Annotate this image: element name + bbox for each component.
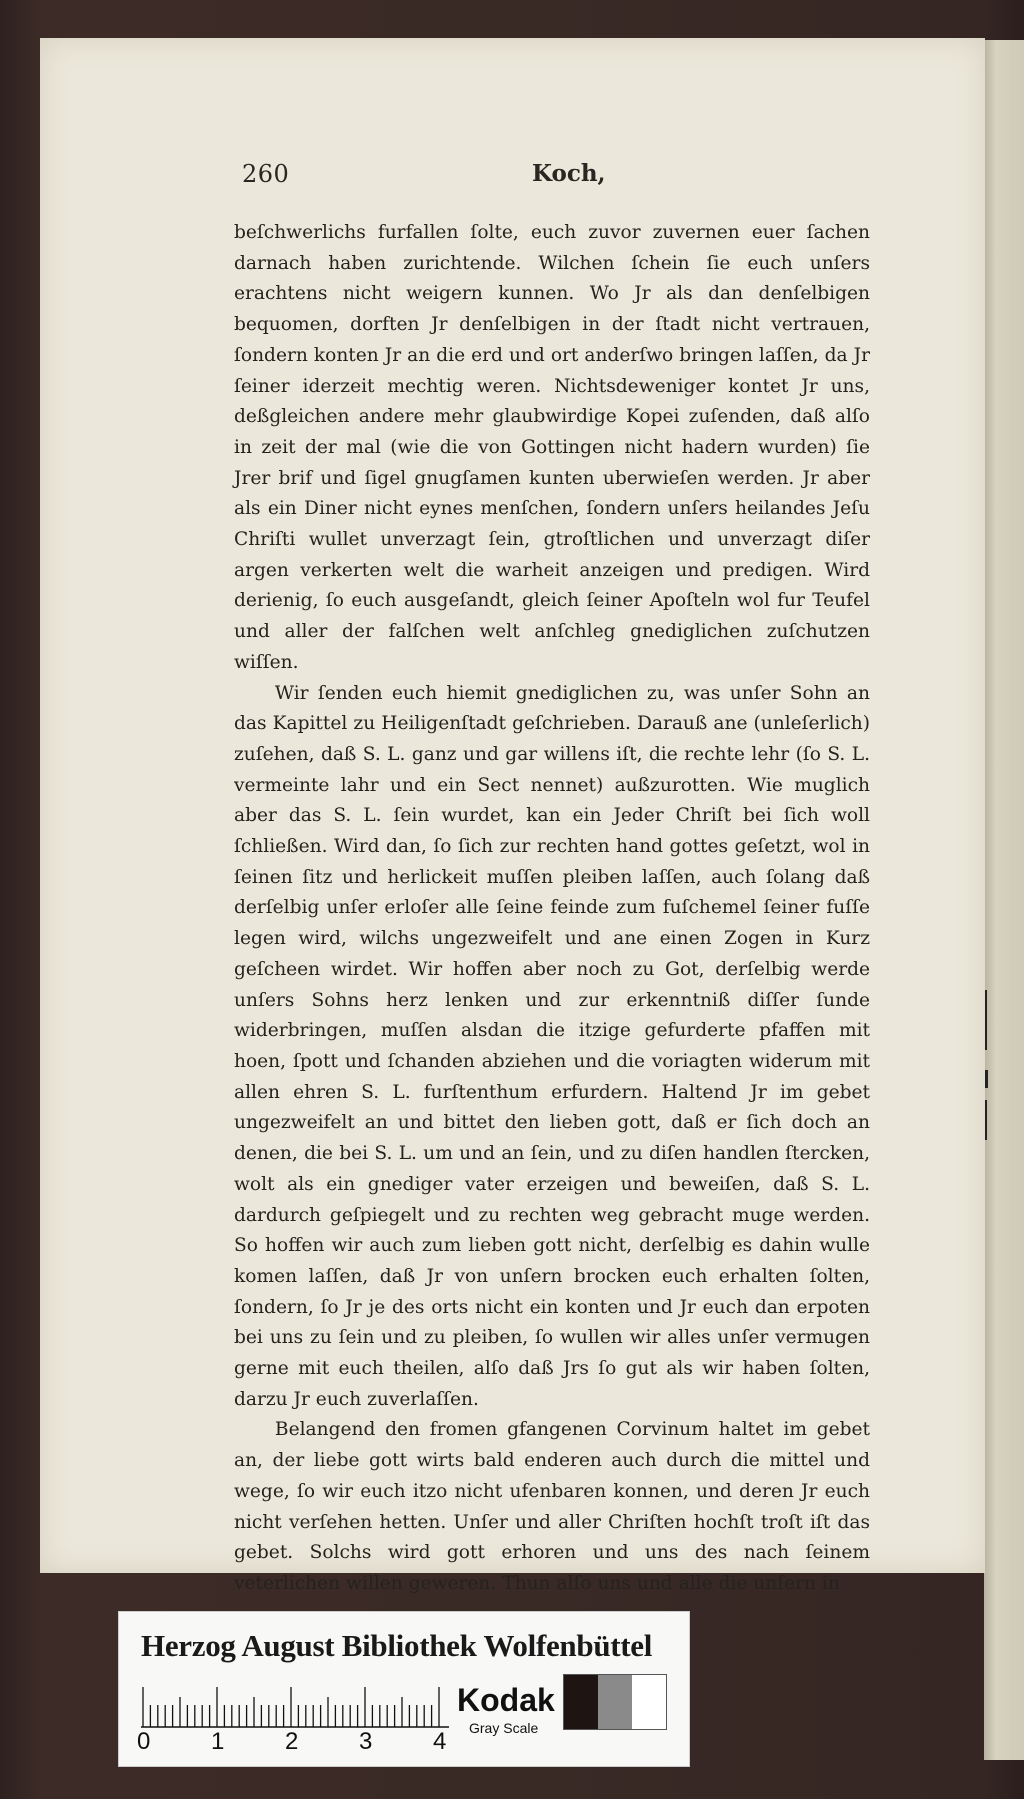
facing-page-edge (984, 40, 1024, 1760)
ruler-numbers (137, 1728, 477, 1760)
gray-patch-dark (564, 1675, 598, 1729)
library-name: Herzog August Bibliothek Wolfenbüttel (141, 1628, 653, 1663)
margin-mark (985, 1070, 988, 1088)
kodak-logo: Kodak (457, 1682, 555, 1718)
paragraph-3: Belangend den fromen gfangenen Corvinum haltet im gebet an, der liebe gott wirts bald enderen auch durch die mittel und wege, ſo wir euch itzo nicht ufenbaren konnen, und deren Jr euch nicht verſehen hetten. Unſer und aller Chriſten hochſt troſt iſt das gebet. Solchs wird gott erhoren und uns des nach ſeinem veterlichen willen geweren. Thun alſo uns und alle die unſern in (234, 1419, 870, 1594)
margin-mark (985, 1100, 987, 1140)
page-header (242, 160, 606, 196)
gray-scale-label: Gray Scale (469, 1720, 539, 1736)
paragraph-1: beſchwerlichs furfallen ſolte, euch zuvor zuvernen euer ſachen darnach haben zurichtende. Wilchen ſchein ſie euch unſers erachtens nicht weigern kunnen. Wo Jr als dan denſelbigen bequomen, dorften Jr denſelbigen in der ſtadt nicht vertrauen, ſondern konten Jr an die erd und ort anderſwo bringen laſſen, da Jr ſeiner iderzeit mechtig weren. Nichtsdeweniger kontet Jr uns, deßgleichen andere mehr glaubwirdige Kopei zuſenden, daß alſo in zeit der mal (wie die von Gottingen nicht hadern wurden) ſie Jrer brif und ſigel gnugſamen kunten uberwieſen werden. Jr aber als ein Diner nicht eynes menſchen, ſondern unſers heilandes Jeſu Chriſti wullet unverzagt ſein, gtroſtlichen und unverzagt diſer argen verkerten welt die warheit anzeigen und predigen. Wird derienig, ſo euch ausgeſandt, gleich ſeiner Apoſteln wol fur Teufel und aller der falſchen welt anſchleg gnediglichen zuſchutzen wiſſen. (234, 222, 870, 673)
scale-number: 0 (137, 1728, 151, 1755)
scale-number: 4 (433, 1728, 447, 1755)
ruler-scale (141, 1686, 449, 1728)
scale-number: 2 (285, 1728, 299, 1755)
page-number: 260 (242, 160, 290, 188)
scale-number: 1 (211, 1728, 225, 1755)
running-head: Koch, (532, 160, 606, 187)
paragraph-2: Wir ſenden euch hiemit gnediglichen zu, was unſer Sohn an das Kapittel zu Heiligenſtadt geſchrieben. Darauß ane (unleſerlich) zuſehen, daß S. L. ganz und gar willens iſt, die rechte lehr (ſo S. L. vermeinte lahr und ein Sect nennet) außzurotten. Wie muglich aber das S. L. ſein wurdet, kan ein Jeder Chriſt bei ſich woll ſchließen. Wird dan, ſo ſich zur rechten hand gottes geſetzt, wol in ſeinen ſitz und herlickeit muſſen pleiben laſſen, auch ſolang daß derſelbig unſer erloſer alle ſeine feinde zum fuſchemel ſeiner fuſſe legen wird, wilchs ungezweifelt und ane einen Zogen in Kurz geſcheen wirdet. Wir hoffen aber noch zu Got, derſelbig werde unſers Sohns herz lenken und zur erkenntniß diſſer ſunde widerbringen, muſſen alsdan die itzige gefurderte pfaffen mit hoen, ſpott und ſchanden abziehen und die voriagten widerum mit allen ehren S. L. furſtenthum erfurdern. Haltend Jr im gebet ungezweifelt an und bittet den lieben gott, daß er ſich doch an denen, die bei S. L. um und an ſein, und zu diſen handlen ſtercken, wolt als ein gnediger vater erzeigen und beweiſen, daß S. L. dardurch geſpiegelt und zu rechten weg gebracht muge werden. So hoffen wir auch zum lieben gott nicht, derſelbig es dahin wulle komen laſſen, daß Jr von unſern brocken euch erhalten ſolten, ſondern, ſo Jr je des orts nicht ein konten und Jr euch dan erpoten bei uns zu ſein und zu pleiben, ſo wullen wir alles unſer vermugen gerne mit euch theilen, alſo daß Jrs ſo gut als wir haben ſolten, darzu Jr euch zuverlaſſen. (234, 682, 870, 1410)
margin-mark (985, 990, 987, 1050)
target-card (118, 1611, 690, 1767)
gray-patches (563, 1674, 667, 1730)
body-text (234, 218, 870, 1600)
gray-patch-white (632, 1675, 666, 1729)
scale-number: 3 (359, 1728, 373, 1755)
gray-patch-mid (598, 1675, 632, 1729)
